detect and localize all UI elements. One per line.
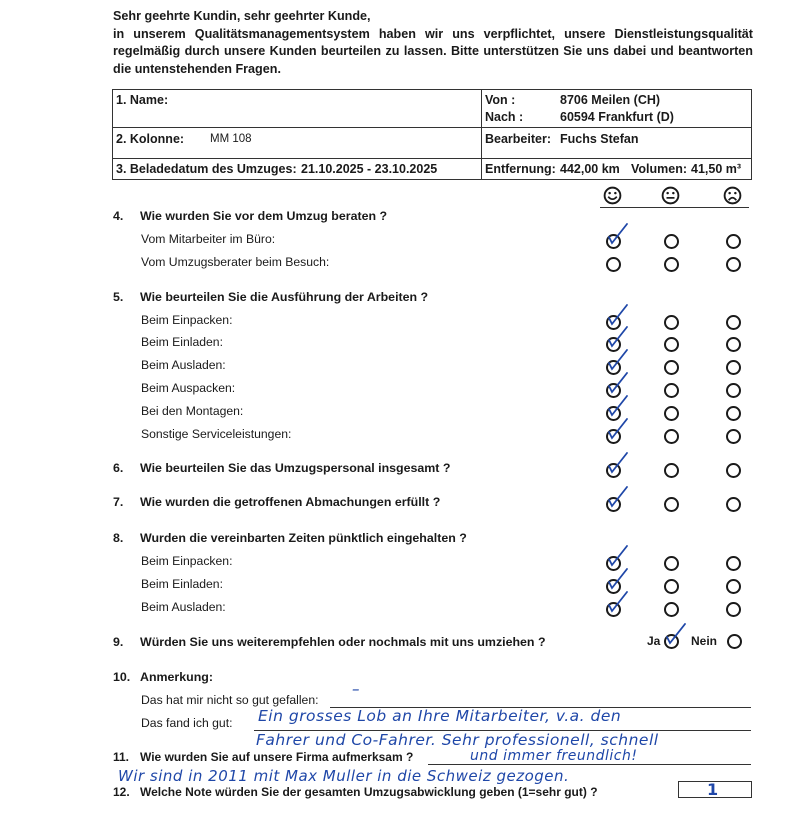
question-9: [113, 635, 546, 649]
rating-item-label: Bei den Montagen:: [141, 404, 244, 418]
radio-good-q1-5[interactable]: [606, 429, 621, 444]
question-6: [113, 461, 450, 475]
radio-neutral-q1-1[interactable]: [664, 337, 679, 352]
radio-bad-q1-3[interactable]: [726, 383, 741, 398]
radio-good-q1-1[interactable]: [606, 337, 621, 352]
radio-bad-q7[interactable]: [726, 497, 741, 512]
source-answer[interactable]: Wir sind in 2011 mit Max Muller in die Schweiz gezogen.: [118, 767, 570, 785]
radio-bad-q1-4[interactable]: [726, 406, 741, 421]
question-text: Anmerkung:: [140, 670, 213, 684]
radio-good-q7[interactable]: [606, 497, 621, 512]
question-4: [113, 209, 387, 223]
intro-paragraph: in unserem Qualitätsmanagementsystem haben wir uns verpflichtet, unsere Dienstleistungsqualität regelmäßig durch unsere Kunden beurteilen zu lassen. Bitte unterstützen Sie uns dabei und beantworten die untenstehenden Fragen.: [113, 26, 753, 76]
table-divider: [481, 90, 482, 179]
rating-item-label: Beim Ausladen:: [141, 358, 226, 372]
volumen-label: Volumen:: [631, 162, 688, 176]
rating-item-label: Sonstige Serviceleistungen:: [141, 427, 292, 441]
rating-item-label: Vom Mitarbeiter im Büro:: [141, 232, 276, 246]
radio-neutral-q4-2[interactable]: [664, 602, 679, 617]
radio-good-q4-0[interactable]: [606, 556, 621, 571]
question-12: [113, 785, 598, 799]
radio-good-q0-1[interactable]: [606, 257, 621, 272]
header-table: [112, 89, 752, 180]
radio-good-q0-0[interactable]: [606, 234, 621, 249]
radio-bad-q4-0[interactable]: [726, 556, 741, 571]
radio-neutral-q0-1[interactable]: [664, 257, 679, 272]
radio-neutral-q4-1[interactable]: [664, 579, 679, 594]
radio-neutral-q1-4[interactable]: [664, 406, 679, 421]
beladedatum-label: 3. Beladedatum des Umzuges:: [116, 162, 297, 176]
good-answer-line-2[interactable]: Fahrer und Co-Fahrer. Sehr professionell, schnell: [256, 731, 659, 749]
question-number: 4.: [113, 209, 124, 223]
radio-good-q1-0[interactable]: [606, 315, 621, 330]
question-number: 8.: [113, 531, 124, 545]
radio-good-q6[interactable]: [606, 463, 621, 478]
question-number: 11.: [113, 750, 130, 764]
radio-neutral-q6[interactable]: [664, 463, 679, 478]
rating-item-label: Vom Umzugsberater beim Besuch:: [141, 255, 330, 269]
not-good-label: Das hat mir nicht so gut gefallen:: [141, 693, 319, 707]
kolonne-value: MM 108: [210, 133, 252, 145]
radio-neutral-q0-0[interactable]: [664, 234, 679, 249]
table-row-divider: [113, 127, 751, 128]
radio-neutral-q7[interactable]: [664, 497, 679, 512]
radio-good-q4-1[interactable]: [606, 579, 621, 594]
volumen-value: 41,50 m³: [691, 162, 742, 176]
question-number: 9.: [113, 635, 124, 649]
rating-item-label: Beim Einpacken:: [141, 313, 233, 327]
radio-good-q4-2[interactable]: [606, 602, 621, 617]
radio-neutral-q1-0[interactable]: [664, 315, 679, 330]
question-text: Wie wurden Sie auf unsere Firma aufmerksam ?: [140, 750, 414, 764]
question-number: 7.: [113, 495, 124, 509]
entfernung-value: 442,00 km: [560, 162, 620, 176]
rating-item-label: Beim Ausladen:: [141, 600, 226, 614]
intro-text: [113, 8, 753, 78]
question-8: [113, 531, 467, 545]
radio-no[interactable]: [727, 634, 742, 649]
radio-bad-q1-1[interactable]: [726, 337, 741, 352]
neutral-face-icon: [661, 186, 680, 205]
radio-bad-q0-0[interactable]: [726, 234, 741, 249]
question-5: [113, 290, 428, 304]
radio-bad-q4-1[interactable]: [726, 579, 741, 594]
rating-item-label: Beim Auspacken:: [141, 381, 236, 395]
question-number: 6.: [113, 461, 124, 475]
entfernung-label: Entfernung:: [485, 162, 556, 176]
radio-bad-q0-1[interactable]: [726, 257, 741, 272]
radio-good-q1-4[interactable]: [606, 406, 621, 421]
rating-header-underline: [600, 207, 749, 208]
question-number: 10.: [113, 670, 131, 684]
good-label: Das fand ich gut:: [141, 716, 233, 730]
rating-item-label: Beim Einladen:: [141, 577, 223, 591]
von-label: Von :: [485, 93, 516, 107]
table-row-divider: [113, 158, 751, 159]
question-text: Würden Sie uns weiterempfehlen oder nochmals mit uns umziehen ?: [140, 635, 546, 649]
nach-value: 60594 Frankfurt (D): [560, 110, 674, 124]
radio-neutral-q1-2[interactable]: [664, 360, 679, 375]
yes-label: Ja: [647, 634, 661, 648]
greeting: Sehr geehrte Kundin, sehr geehrter Kunde,: [113, 9, 371, 23]
beladedatum-value: 21.10.2025 - 23.10.2025: [301, 162, 438, 176]
radio-good-q1-2[interactable]: [606, 360, 621, 375]
question-number: 12.: [113, 785, 130, 799]
radio-bad-q6[interactable]: [726, 463, 741, 478]
radio-good-q1-3[interactable]: [606, 383, 621, 398]
radio-bad-q1-5[interactable]: [726, 429, 741, 444]
question-text: Wie beurteilen Sie die Ausführung der Arbeiten ?: [140, 290, 429, 304]
radio-neutral-q1-3[interactable]: [664, 383, 679, 398]
question-11: [113, 750, 413, 764]
radio-bad-q1-2[interactable]: [726, 360, 741, 375]
happy-face-icon: [603, 186, 622, 205]
sad-face-icon: [723, 186, 742, 205]
question-text: Wie wurden die getroffenen Abmachungen erfüllt ?: [140, 495, 441, 509]
radio-neutral-q1-5[interactable]: [664, 429, 679, 444]
rating-item-label: Beim Einpacken:: [141, 554, 233, 568]
kolonne-label: 2. Kolonne:: [116, 132, 185, 146]
radio-bad-q1-0[interactable]: [726, 315, 741, 330]
name-label: 1. Name:: [116, 93, 169, 107]
question-text: Welche Note würden Sie der gesamten Umzugsabwicklung geben (1=sehr gut) ?: [140, 785, 598, 799]
radio-bad-q4-2[interactable]: [726, 602, 741, 617]
good-answer-line-1[interactable]: Ein grosses Lob an Ihre Mitarbeiter, v.a. den: [258, 707, 622, 725]
grade-answer: 1: [707, 780, 719, 799]
question-10: [113, 670, 213, 684]
source-answer-line: [428, 764, 751, 765]
radio-yes[interactable]: [664, 634, 679, 649]
question-number: 5.: [113, 290, 124, 304]
question-text: Wie beurteilen Sie das Umzugspersonal insgesamt ?: [140, 461, 451, 475]
question-text: Wie wurden Sie vor dem Umzug beraten ?: [140, 209, 388, 223]
question-text: Wurden die vereinbarten Zeiten pünktlich eingehalten ?: [140, 531, 467, 545]
von-value: 8706 Meilen (CH): [560, 93, 661, 107]
question-7: [113, 495, 440, 509]
nach-label: Nach :: [485, 110, 524, 124]
not-good-answer[interactable]: –: [352, 680, 360, 698]
no-label: Nein: [691, 634, 718, 648]
bearbeiter-value: Fuchs Stefan: [560, 132, 639, 146]
radio-neutral-q4-0[interactable]: [664, 556, 679, 571]
good-answer-line-3[interactable]: und immer freundlich!: [470, 748, 638, 764]
bearbeiter-label: Bearbeiter:: [485, 132, 551, 146]
rating-item-label: Beim Einladen:: [141, 335, 223, 349]
